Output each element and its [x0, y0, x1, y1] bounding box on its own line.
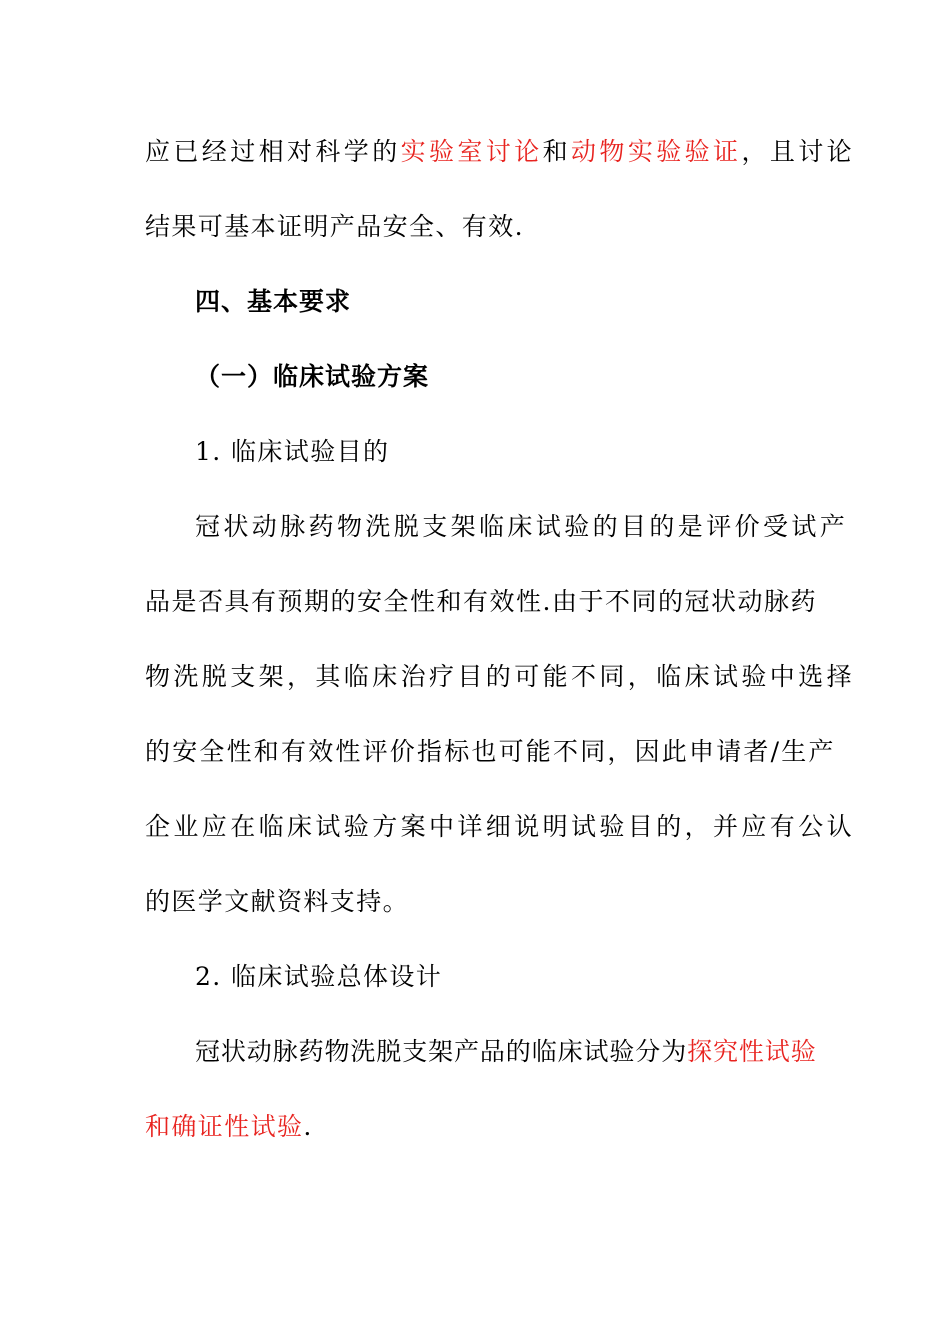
- text-run: ，且讨论: [741, 137, 856, 166]
- paragraph-line: [145, 136, 856, 168]
- paragraph-line: [195, 1036, 817, 1068]
- section-heading: 四、基本要求: [195, 287, 352, 316]
- text-run: 应已经过相对科学的: [145, 137, 401, 166]
- item-title: 1. 临床试验目的: [195, 437, 390, 466]
- paragraph-line: 物洗脱支架，其临床治疗目的可能不同，临床试验中选择: [145, 662, 856, 691]
- highlight-text: 和确证性试验: [145, 1112, 304, 1141]
- text-run: 冠状动脉药物洗脱支架产品的临床试验分为: [195, 1037, 688, 1066]
- paragraph-line: 品是否具有预期的安全性和有效性.由于不同的冠状动脉药: [145, 587, 817, 616]
- paragraph-line: 企业应在临床试验方案中详细说明试验目的，并应有公认: [145, 812, 856, 841]
- paragraph-line: 结果可基本证明产品安全、有效.: [145, 212, 524, 241]
- text-run: 和: [542, 137, 572, 166]
- subsection-heading: （一）临床试验方案: [195, 362, 430, 391]
- highlight-text: 探究性试验: [687, 1037, 817, 1066]
- highlight-text: 实验室讨论: [400, 137, 543, 166]
- item-title: 2. 临床试验总体设计: [195, 962, 443, 991]
- paragraph-line: 冠状动脉药物洗脱支架临床试验的目的是评价受试产: [195, 512, 849, 541]
- paragraph-line: [145, 1111, 810, 1143]
- highlight-text: 动物实验验证: [571, 137, 742, 166]
- paragraph-line: 的医学文献资料支持。: [145, 887, 410, 916]
- text-run: .: [303, 1112, 313, 1141]
- paragraph-line: 的安全性和有效性评价指标也可能不同，因此申请者/生产: [145, 737, 836, 766]
